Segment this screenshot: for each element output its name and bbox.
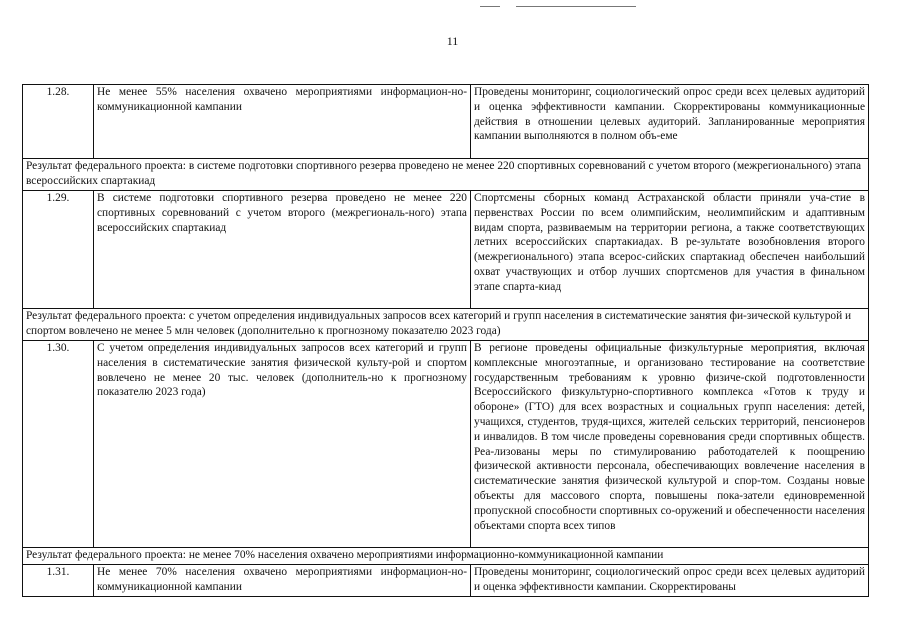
federal-result-text: Результат федерального проекта: в системе подготовки спортивного резерва проведено не менее 220 спортивных соревнований с учетом второго (межрегионального) этапа всероссийских спартакиад (23, 159, 869, 191)
header-rule (480, 6, 500, 7)
item-result: Спортсмены сборных команд Астраханской области приняли уча-стие в первенствах России по всем олимпийским, неолимпийским и адаптивным видам спорта, развиваемым на территории региона, а также соответствующих летних всероссийских спартакиадах. В ре-зультате возобновления второго (межрегионального) этапа всерос-сийских спартакиад обеспечен наибольший охват участвующих и отбор лучших спортсменов для участия в финальном этапе спарта-киад (471, 191, 869, 309)
item-description: Не менее 55% населения охвачено мероприятиями информацион-но-коммуникационной кампании (94, 85, 471, 159)
table-row (23, 341, 869, 548)
item-number: 1.28. (23, 85, 94, 159)
table-row (23, 85, 869, 159)
item-result: В регионе проведены официальные физкультурные мероприятия, включая комплексные многоэтапные, и организовано тестирование на соответствие государственным требованиям к уровню физиче-ской подготовленности Всероссийского физкультурно-спортивного комплекса «Готов к труду и обороне» (ГТО) для всех возрастных и социальных групп населения: детей, учащихся, студентов, трудя-щихся, жителей сельских территорий, пенсионеров и инвалидов. В том числе проведены соревнования среди спортивных обществ. Реа-лизованы меры по стимулированию работодателей к поощрению физической активности персонала, обеспечивающих вовлечение населения в систематические занятия физической культурой и спор-том. Созданы новые объекты для массового спорта, повышены пока-затели единовременной пропускной способности спортивных со-оружений и обеспеченности населения объектами спорта всех типов (471, 341, 869, 548)
federal-result-row (23, 159, 869, 191)
federal-result-row (23, 548, 869, 565)
table-row (23, 191, 869, 309)
table-row (23, 565, 869, 597)
federal-result-text: Результат федерального проекта: с учетом определения индивидуальных запросов всех категорий и групп населения в систематические занятия фи-зической культурой и спортом вовлечено не менее 5 млн человек (дополнительно к прогнозному показателю 2023 года) (23, 309, 869, 341)
federal-result-row (23, 309, 869, 341)
item-description: С учетом определения индивидуальных запросов всех категорий и групп населения в систематические занятия физической культу-рой и спортом вовлечено не менее 20 тыс. человек (дополнитель-но к прогнозному показателю 2023 года) (94, 341, 471, 548)
page-number: 11 (446, 34, 459, 48)
item-result: Проведены мониторинг, социологический опрос среди всех целевых аудиторий и оценка эффективности кампании. Скорректированы (471, 565, 869, 597)
item-result: Проведены мониторинг, социологический опрос среди всех целевых аудиторий и оценка эффективности кампании. Скорректированы коммуникационные действия в отношении целевых аудиторий. Запланированные мероприятия кампании выполняются в полном объ-еме (471, 85, 869, 159)
federal-result-text: Результат федерального проекта: не менее 70% населения охвачено мероприятиями информационно-коммуникационной кампании (23, 548, 869, 565)
item-number: 1.31. (23, 565, 94, 597)
results-table (22, 84, 869, 597)
header-rule (516, 6, 636, 7)
item-description: Не менее 70% населения охвачено мероприятиями информацион-но-коммуникационной кампании (94, 565, 471, 597)
item-number: 1.30. (23, 341, 94, 548)
item-description: В системе подготовки спортивного резерва проведено не менее 220 спортивных соревнований с учетом второго (межрегиональ-ного) этапа всероссийских спартакиад (94, 191, 471, 309)
item-number: 1.29. (23, 191, 94, 309)
